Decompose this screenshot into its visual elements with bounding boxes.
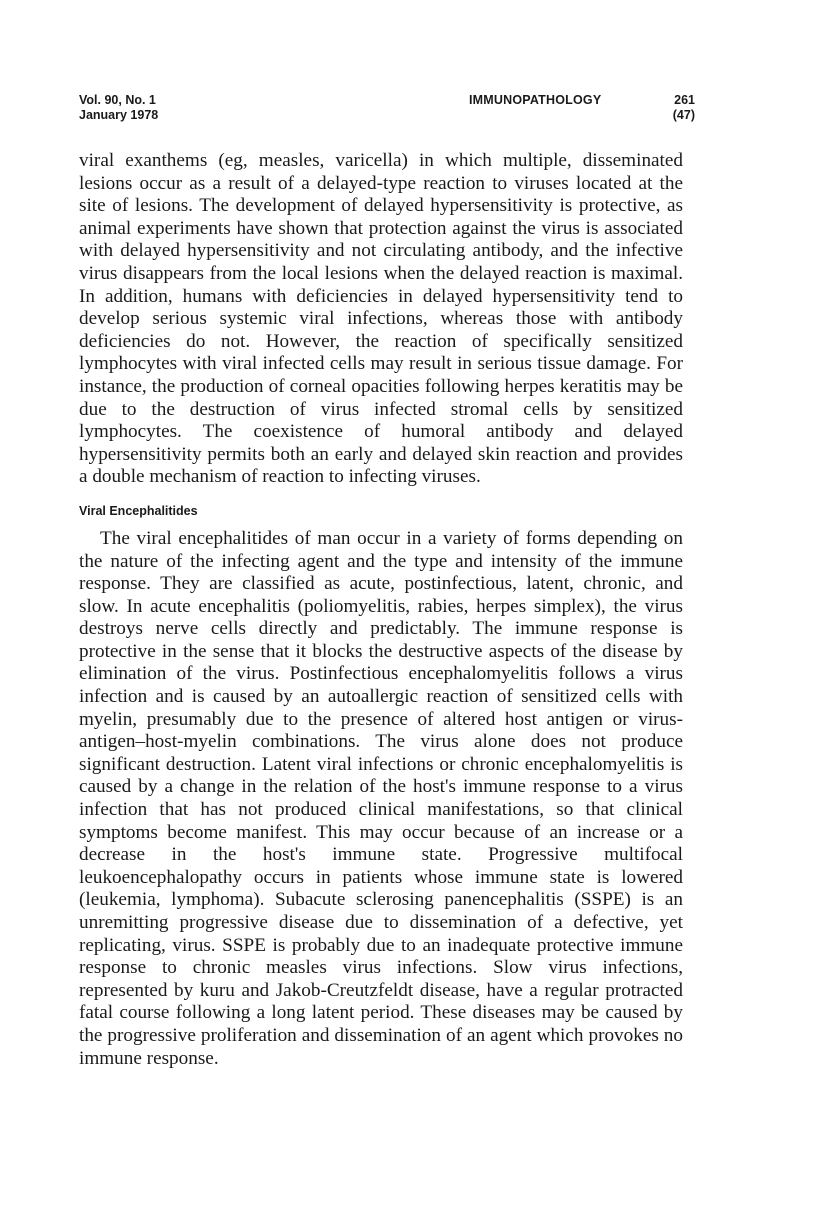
section-title: IMMUNOPATHOLOGY [469, 93, 602, 107]
page-number: 261 [674, 93, 695, 107]
running-head-right [673, 93, 695, 123]
volume-issue: Vol. 90, No. 1 [79, 93, 156, 107]
section-heading: Viral Encephalitides [79, 503, 198, 518]
journal-page [79, 93, 695, 1070]
publication-date: January 1978 [79, 108, 159, 122]
page-number-alt: (47) [672, 108, 695, 122]
paragraph-continuation: viral exanthems (eg, measles, varicella) in which multiple, disseminated lesions occur as a result of a delayed-type reaction to viruses located at the site of lesions. The development of delayed hypersensitivity is protective, as animal experiments have shown that protection against the virus is associated with delayed hypersensitivity and not circulating antibody, and the infective virus disappears from the local lesions when the delayed reaction is maximal. In addition, humans with deficiencies in delayed hypersensitivity tend to develop serious systemic viral infections, whereas those with antibody deficiencies do not. However, the reaction of specifically sensitized lymphocytes with viral infected cells may result in serious tissue damage. For instance, the production of corneal opacities following herpes keratitis may be due to the destruction of virus infected stromal cells by sensitized lymphocytes. The coexistence of humoral antibody and delayed hypersensitivity permits both an early and delayed skin reaction and provides a double mechanism of reaction to infecting viruses. [79, 150, 683, 488]
running-head [79, 93, 695, 127]
running-head-left [79, 93, 158, 123]
paragraph-encephalitides: The viral encephalitides of man occur in a variety of forms depending on the nature of the infecting agent and the type and intensity of the immune response. They are classified as acute, postinfectious, latent, chronic, and slow. In acute encephalitis (poliomyelitis, rabies, herpes simplex), the virus destroys nerve cells directly and predictably. The immune response is protective in the sense that it blocks the destructive aspects of the disease by elimination of the virus. Postinfectious encephalomyelitis follows a virus infection and is caused by an autoallergic reaction of sensitized cells with myelin, presumably due to the presence of altered host antigen or virus-antigen–host-myelin combinations. The virus alone does not produce significant destruction. Latent viral infections or chronic encephalomyelitis is caused by a change in the relation of the host's immune response to a virus infection that has not produced clinical manifestations, so that clinical symptoms become manifest. This may occur because of an increase or a decrease in the host's immune state. Progressive multifocal leukoencephalopathy occurs in patients whose immune state is lowered (leukemia, lymphoma). Subacute sclerosing panencephalitis (SSPE) is an unremitting progressive disease due to dissemination of a defective, yet replicating, virus. SSPE is probably due to an inadequate protective immune response to chronic measles virus infections. Slow virus infections, represented by kuru and Jakob-Creutzfeldt disease, have a regular protracted fatal course following a long latent period. These diseases may be caused by the progressive proliferation and dissemination of an agent which provokes no immune response. [79, 527, 683, 1069]
